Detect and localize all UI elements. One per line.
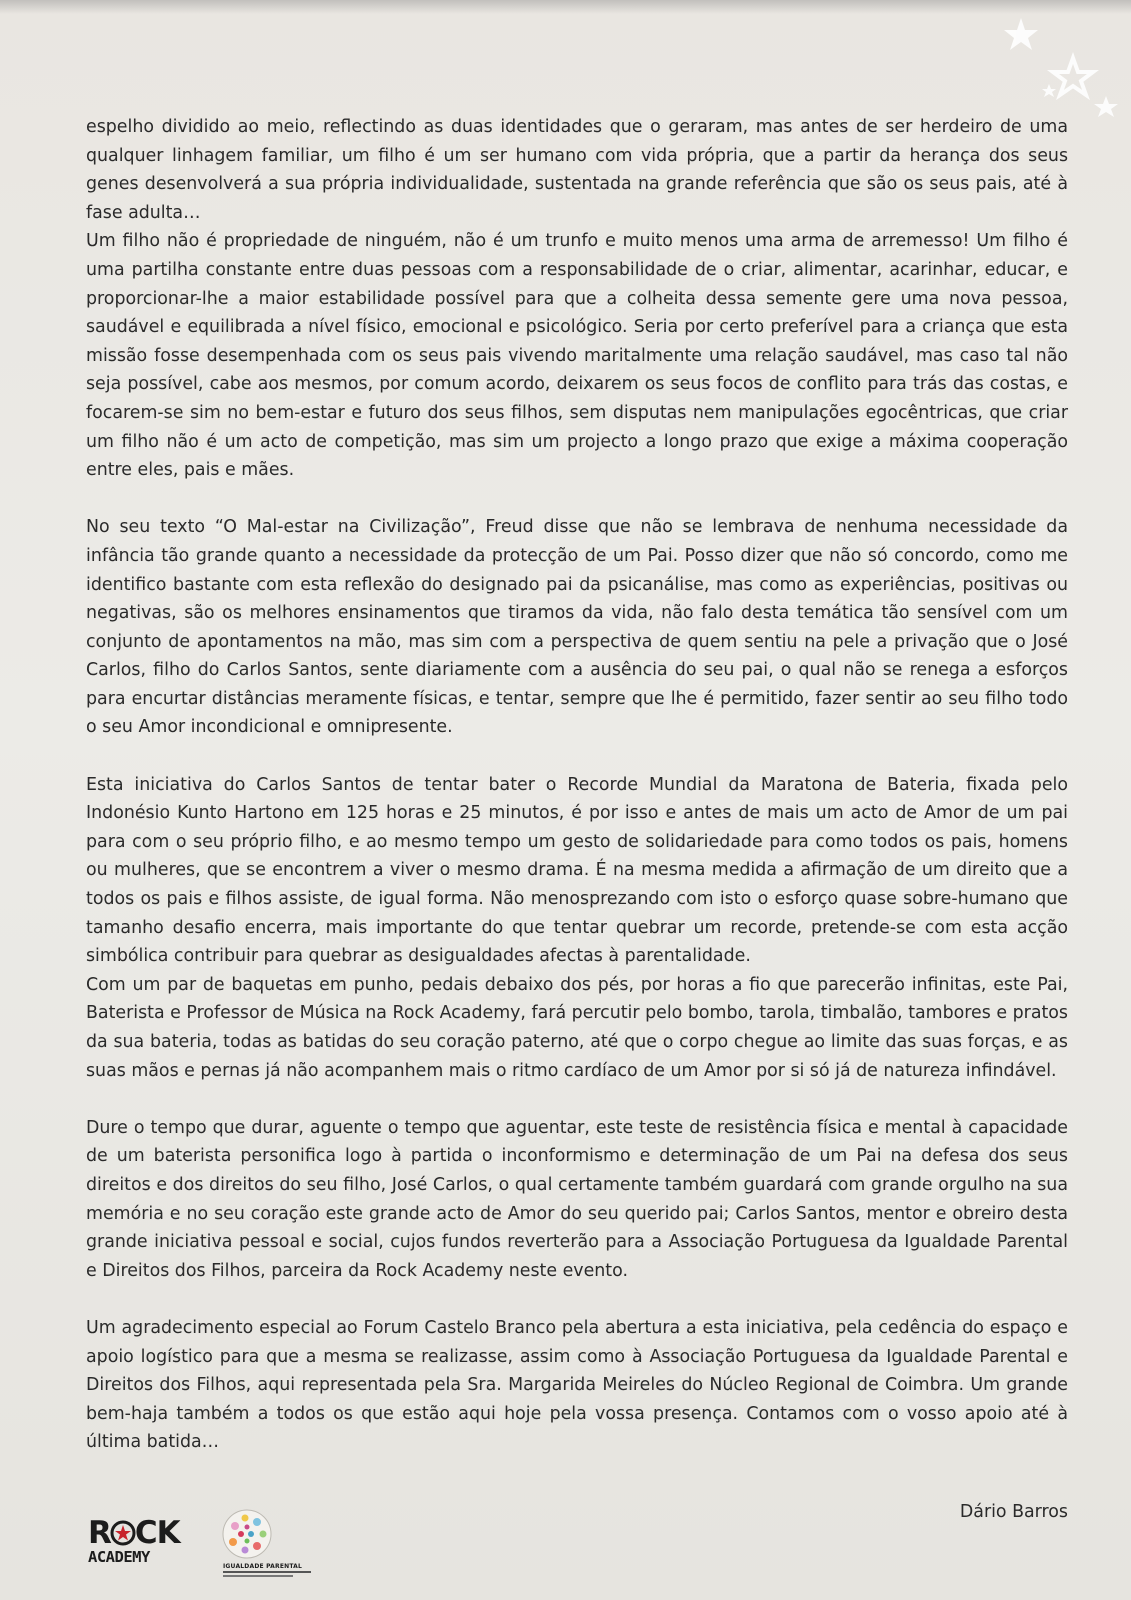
- paragraph-2: Um filho não é propriedade de ninguém, não é um trunfo e muito menos uma arma de arremesso! Um filho é uma partilha constante entre duas pessoas com a responsabilidade de o criar, alimentar, acarinhar, educar, e proporcionar-lhe a maior estabilidade possível para que a colheita dessa semente gere uma nova pessoa, saudável e equilibrada a nível físico, emocional e psicológico. Seria por certo preferível para a criança que esta missão fosse desempenhada com os seus pais vivendo maritalmente uma relação saudável, mas caso tal não seja possível, cabe aos mesmos, por comum acordo, deixarem os seus focos de conflito para trás das costas, e focarem-se sim no bem-estar e futuro dos seus filhos, sem disputas nem manipulações egocêntricas, que criar um filho não é um acto de competição, mas sim um projecto a longo prazo que exige a máxima cooperação entre eles, pais e mães.: [86, 231, 1068, 481]
- rock-academy-logo: [88, 1515, 198, 1578]
- igualdade-parental-subline: [223, 1571, 311, 1573]
- paragraph-1: espelho dividido ao meio, reflectindo as duas identidades que o geraram, mas antes de ser herdeiro de uma qualquer linhagem familiar, um filho é um ser humano com vida própria, que a partir da herança dos seus genes desenvolverá a sua própria individualidade, sustentada na grande referência que são os seus pais, até à fase adulta…: [86, 117, 1068, 223]
- rock-academy-logo-word2: ACADEMY: [88, 1548, 150, 1566]
- igualdade-parental-subline-2: [223, 1575, 293, 1577]
- igualdade-parental-logo: [221, 1508, 321, 1578]
- star-icon: [110, 1520, 136, 1546]
- paragraph-6: Dure o tempo que durar, aguente o tempo que aguentar, este teste de resistência física e mental à capacidade de um baterista personifica logo à partida o inconformismo e determinação de um Pai na defesa dos seus direitos e dos direitos do seu filho, José Carlos, o qual certamente também guardará com grande orgulho na sua memória e no seu coração este grande acto de Amor do seu querido pai; Carlos Santos, mentor e obreiro desta grande iniciativa pessoal e social, cujos fundos reverterão para a Associação Portuguesa da Igualdade Parental e Direitos dos Filhos, parceira da Rock Academy neste evento.: [86, 1117, 1068, 1281]
- paragraph-3: No seu texto “O Mal-estar na Civilização”, Freud disse que não se lembrava de nenhuma necessidade da infância tão grande quanto a necessidade da protecção de um Pai. Posso dizer que não só concordo, como me identifico bastante com esta reflexão do designado pai da psicanálise, mas como as experiências, positivas ou negativas, são os melhores ensinamentos que tiramos da vida, não falo desta temática tão sensível com um conjunto de apontamentos na mão, mas sim com a perspectiva de quem sentiu na pele a privação que o José Carlos, filho do Carlos Santos, sente diariamente com a ausência do seu pai, o qual não se renega a esforços para encurtar distâncias meramente físicas, e tentar, sempre que lhe é permitido, fazer sentir ao seu filho todo o seu Amor incondicional e omnipresente.: [86, 517, 1068, 738]
- paragraph-7: Um agradecimento especial ao Forum Castelo Branco pela abertura a esta iniciativa, pela cedência do espaço e apoio logístico para que a mesma se realizasse, assim como à Associação Portuguesa da Igualdade Parental e Direitos dos Filhos, aqui representada pela Sra. Margarida Meireles do Núcleo Regional de Coimbra. Um grande bem-haja também a todos os que estão aqui hoje pela vossa presença. Contamos com o vosso apoio até à última batida…: [86, 1317, 1068, 1453]
- page-top-edge: [0, 0, 1131, 14]
- paragraph-4: Esta iniciativa do Carlos Santos de tentar bater o Recorde Mundial da Maratona de Bateria, fixada pelo Indonésio Kunto Hartono em 125 horas e 25 minutos, é por isso e antes de mais um acto de Amor de um pai para com o seu próprio filho, e ao mesmo tempo um gesto de solidariedade para como todos os pais, homens ou mulheres, que se encontrem a viver o mesmo drama. É na mesma medida a afirmação de um direito que a todos os pais e filhos assiste, de igual forma. Não menosprezando com isto o esforço quase sobre-humano que tamanho desafio encerra, mais importante do que tentar quebrar um recorde, pretende-se com esta acção simbólica contribuir para quebrar as desigualdades afectas à parentalidade.: [86, 774, 1068, 967]
- letter-body: [86, 113, 1068, 1457]
- rock-academy-logo-word1: R CK: [88, 1515, 180, 1551]
- signature: Dário Barros: [959, 1502, 1068, 1522]
- igualdade-parental-emblem-icon: [221, 1508, 273, 1560]
- decorative-stars: [981, 14, 1131, 124]
- paragraph-5: Com um par de baquetas em punho, pedais debaixo dos pés, por horas a fio que parecerão infinitas, este Pai, Baterista e Professor de Música na Rock Academy, fará percutir pelo bombo, tarola, timbalão, tambores e pratos da sua bateria, todas as batidas do seu coração paterno, até que o corpo chegue ao limite das suas forças, e as suas mãos e pernas já não acompanhem mais o ritmo cardíaco de um Amor por si só já de natureza infindável.: [86, 974, 1068, 1081]
- igualdade-parental-title: IGUALDADE PARENTAL: [223, 1563, 303, 1570]
